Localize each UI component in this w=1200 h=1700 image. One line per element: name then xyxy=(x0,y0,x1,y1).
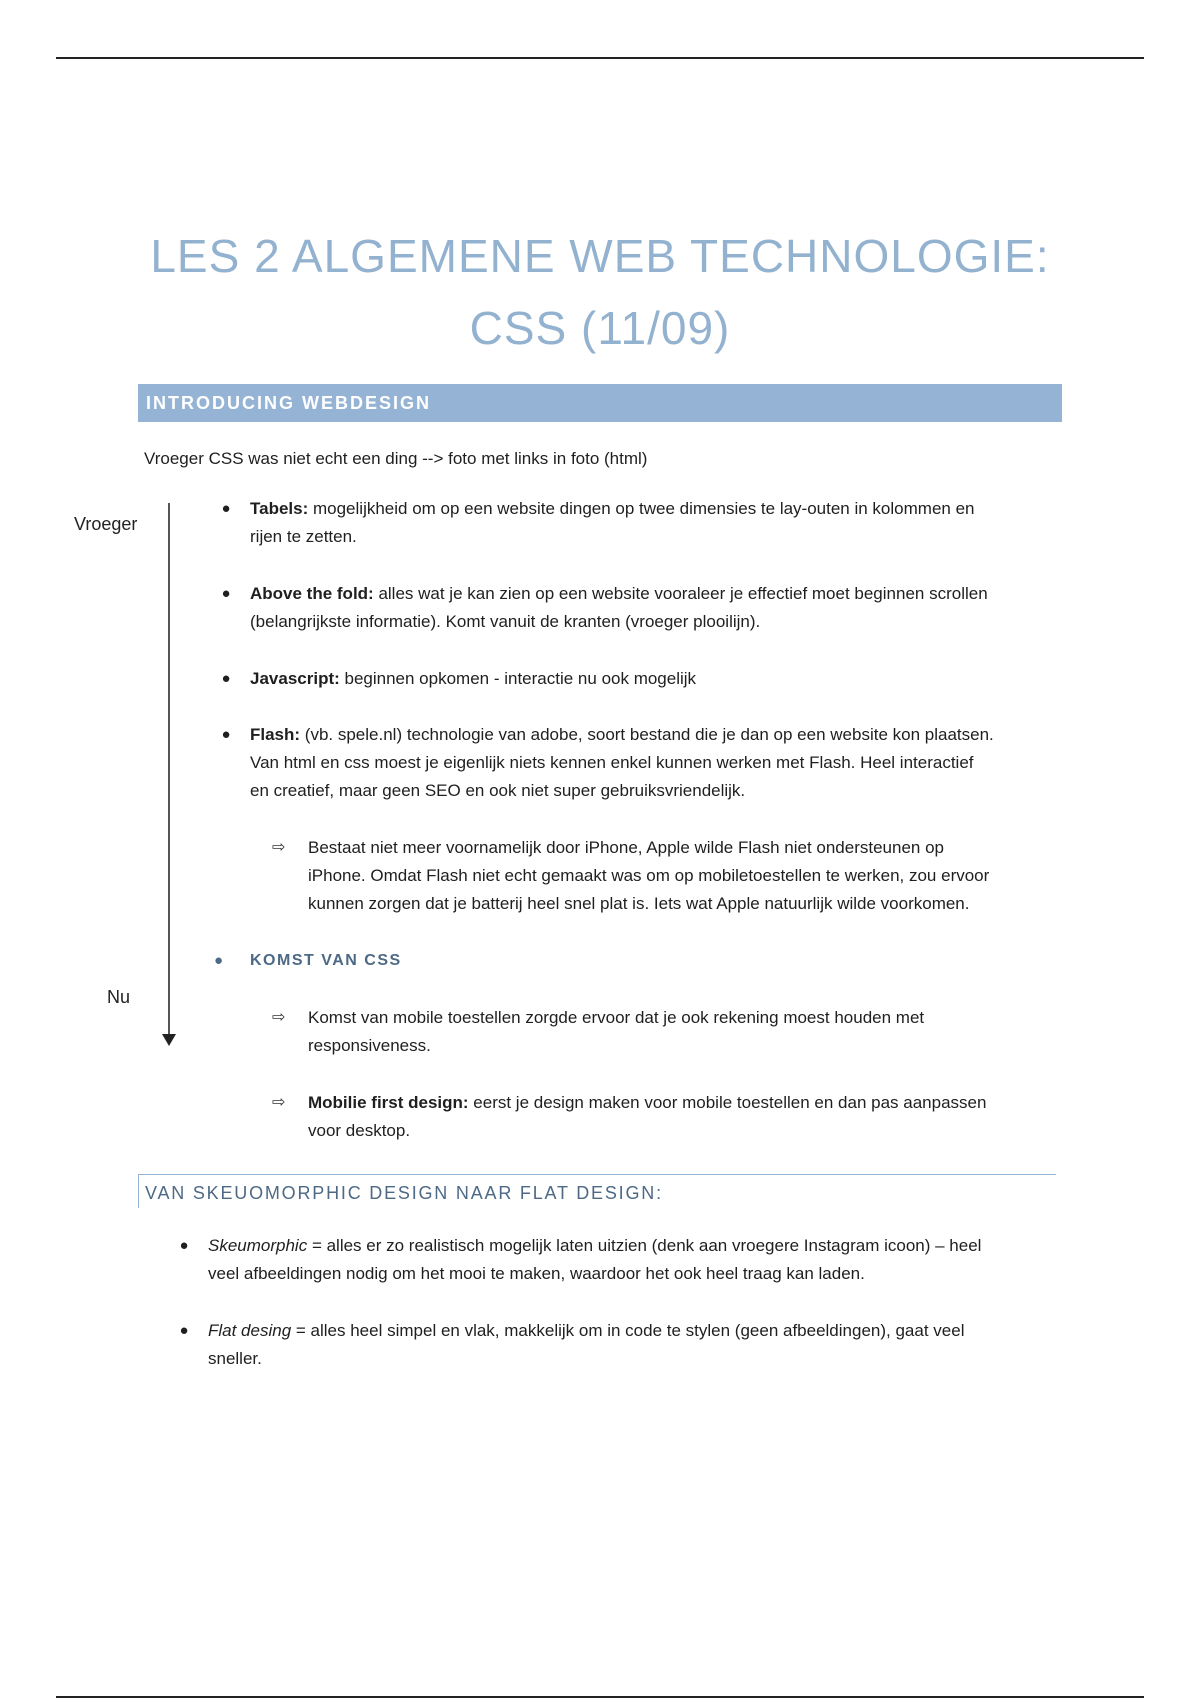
footer-rule xyxy=(56,1696,1144,1698)
sub-text-line: iPhone. Omdat Flash niet echt gemaakt was om op mobiletoestellen te werken, zou ervoor xyxy=(308,866,990,885)
bullet-term: Skeumorphic xyxy=(208,1236,308,1255)
komst-van-css-heading xyxy=(214,949,402,973)
arrow-right-icon: ⇨ xyxy=(272,839,286,856)
bullet-dot-icon: ● xyxy=(214,952,225,969)
timeline-end-label: Nu xyxy=(107,987,131,1007)
bullet-text-line: rijen te zetten. xyxy=(250,527,357,546)
bullet-flat-design xyxy=(179,1317,1068,1373)
sub-text-line: voor desktop. xyxy=(308,1121,411,1140)
bullet-text-line: = alles er zo realistisch mogelijk laten uitzien (denk aan vroegere Instagram icoon) – heel xyxy=(307,1236,982,1255)
bullet-dot-icon: ● xyxy=(221,726,231,743)
bullet-text-line: veel afbeeldingen nodig om het mooi te maken, waardoor het ook heel traag kan laden. xyxy=(208,1264,865,1283)
bullet-tabels xyxy=(221,495,1080,551)
timeline-arrow-icon xyxy=(162,1034,176,1046)
komst-sub-point-1 xyxy=(272,1004,1078,1060)
bullet-dot-icon: ● xyxy=(221,500,231,517)
timeline-start-label: Vroeger xyxy=(74,514,138,534)
bullet-term: Above the fold: xyxy=(250,584,374,603)
bullet-dot-icon: ● xyxy=(179,1237,189,1254)
bullet-text-line: alles wat je kan zien op een website vooraleer je effectief moet beginnen scrollen xyxy=(373,584,988,603)
komst-heading-text: KOMST VAN CSS xyxy=(250,952,402,969)
header-rule xyxy=(56,57,1144,59)
sub-text-line: Bestaat niet meer voornamelijk door iPhone, Apple wilde Flash niet ondersteunen op xyxy=(308,838,944,857)
bullet-text-line: (vb. spele.nl) technologie van adobe, soort bestand die je dan op een website kon plaatsen. xyxy=(300,725,994,744)
sub-term: Mobilie first design: xyxy=(308,1093,469,1112)
bullet-skeumorphic xyxy=(179,1232,1068,1288)
bullet-text-line: sneller. xyxy=(208,1349,262,1368)
bullet-dot-icon: ● xyxy=(221,670,231,687)
flash-sub-point xyxy=(272,834,1078,918)
intro-text: Vroeger CSS was niet echt een ding --> foto met links in foto (html) xyxy=(144,449,648,468)
bullet-dot-icon: ● xyxy=(179,1322,189,1339)
komst-sub-point-2 xyxy=(272,1089,1078,1145)
arrow-right-icon: ⇨ xyxy=(272,1009,286,1026)
bullet-javascript xyxy=(221,665,1080,693)
bullet-dot-icon: ● xyxy=(221,585,231,602)
bullet-text-line: Van html en css moest je eigenlijk niets kennen enkel kunnen werken met Flash. Heel interactief xyxy=(250,753,974,772)
sub-text-line: kunnen zorgen dat je batterij heel snel plat is. Iets wat Apple natuurlijk wilde voorkomen. xyxy=(308,894,970,913)
bullet-text-line: en creatief, maar geen SEO en ook niet super gebruiksvriendelijk. xyxy=(250,781,746,800)
title-line-1: LES 2 ALGEMENE WEB TECHNOLOGIE: xyxy=(150,230,1050,282)
sub-text-line: Komst van mobile toestellen zorgde ervoor dat je ook rekening moest houden met xyxy=(308,1008,925,1027)
section-heading-skeuomorphic: VAN SKEUOMORPHIC DESIGN NAAR FLAT DESIGN: xyxy=(138,1174,1056,1208)
bullet-text-line: mogelijkheid om op een website dingen op twee dimensies te lay-outen in kolommen en xyxy=(308,499,975,518)
bullet-term: Flash: xyxy=(250,725,301,744)
bullet-text-line: (belangrijkste informatie). Komt vanuit de kranten (vroeger plooilijn). xyxy=(250,612,761,631)
sub-text-line: eerst je design maken voor mobile toestellen en dan pas aanpassen xyxy=(468,1093,987,1112)
bullet-text-line: = alles heel simpel en vlak, makkelijk om in code te stylen (geen afbeeldingen), gaat veel xyxy=(291,1321,965,1340)
sub-text-line: responsiveness. xyxy=(308,1036,431,1055)
bullet-above-the-fold xyxy=(221,580,1080,636)
section-heading-introducing-webdesign: INTRODUCING WEBDESIGN xyxy=(138,384,1062,422)
timeline-line xyxy=(168,503,170,1038)
bullet-term: Javascript: xyxy=(250,669,340,688)
bullet-text-line: beginnen opkomen - interactie nu ook mogelijk xyxy=(339,669,697,688)
bullet-flash xyxy=(221,721,1080,805)
arrow-right-icon: ⇨ xyxy=(272,1094,286,1111)
bullet-term: Flat desing xyxy=(208,1321,292,1340)
page-title xyxy=(140,220,1060,364)
bullet-term: Tabels: xyxy=(250,499,309,518)
title-line-2: CSS (11/09) xyxy=(469,302,731,354)
